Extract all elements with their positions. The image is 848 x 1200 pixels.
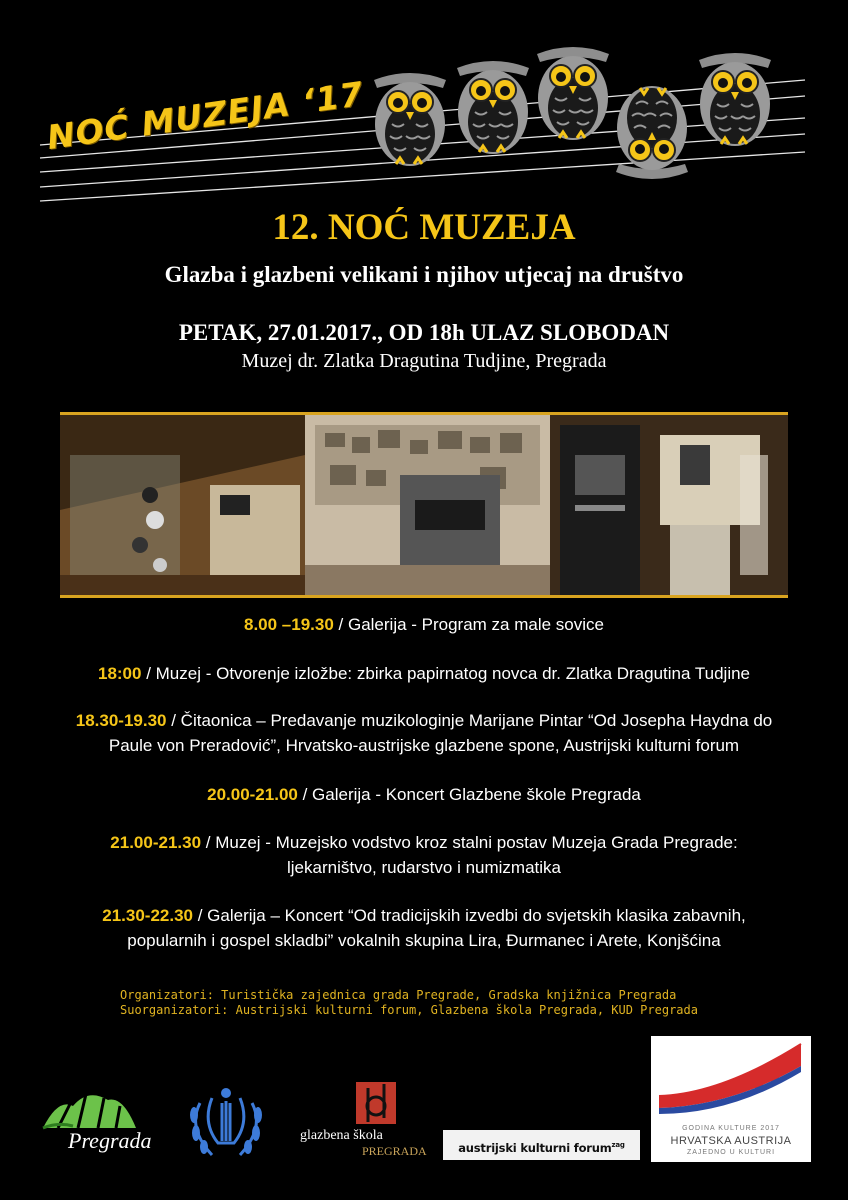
akf-text: austrijski kulturni forum (458, 1140, 612, 1155)
program-line (30, 855, 818, 880)
program-entry (30, 782, 818, 807)
program-line (30, 612, 818, 637)
venue-line: Muzej dr. Zlatka Dragutina Tudjine, Pregrada (241, 350, 607, 372)
owl-icon (699, 53, 771, 146)
program-line (30, 708, 818, 733)
program-line (30, 903, 818, 928)
program-description: Paule von Preradović”, Hrvatsko-austrijske glazbene spone, Austrijski kulturni forum (108, 736, 740, 755)
akf-superscript: zag (611, 1141, 625, 1149)
program-description: popularnih i gospel skladbi” vokalnih skupina Lira, Đurmanec i Arete, Konjšćina (127, 931, 721, 950)
program-description: ljekarništvo, rudarstvo i numizmatika (287, 858, 561, 877)
program-description: / Čitaonica – Predavanje muzikologinje Marijane Pintar “Od Josepha Haydna do (166, 711, 773, 730)
pregrada-logo-text: Pregrada (68, 1128, 152, 1153)
culture-year-logo (651, 1036, 811, 1162)
date-line: PETAK, 27.01.2017., OD 18h ULAZ SLOBODAN (178, 320, 670, 345)
austrian-cultural-forum-logo (443, 1130, 640, 1160)
pregrada-logo-icon (38, 1088, 138, 1132)
coorganizers-line: Suorganizatori: Austrijski kulturni forum, Glazbena škola Pregrada, KUD Pregrada (120, 1003, 698, 1017)
program-time: 20.00-21.00 (207, 785, 298, 804)
program-entry (30, 661, 818, 686)
program-entry (30, 708, 818, 758)
program-description: / Galerija – Koncert “Od tradicijskih izvedbi do svjetskih klasika zabavnih, (193, 906, 746, 925)
owl-icon (537, 47, 609, 140)
program-entry (30, 830, 818, 880)
page-subtitle: Glazba i glazbeni velikani i njihov utjecaj na društvo (164, 262, 684, 287)
program-time: 21.30-22.30 (102, 906, 193, 925)
museum-photo-strip (60, 412, 788, 598)
culture-year-motto: ZAJEDNO U KULTURI (686, 1149, 776, 1156)
owl-icon (457, 61, 529, 154)
program-time: 21.00-21.30 (110, 833, 202, 852)
program-description: / Galerija - Program za male sovice (333, 615, 604, 634)
music-school-name: glazbena škola (300, 1128, 383, 1143)
program-time: 18:00 (97, 664, 142, 683)
flag-wave-icon (651, 1036, 811, 1122)
page-title: 12. NOĆ MUZEJA (272, 207, 576, 248)
culture-year-countries: HRVATSKA AUSTRIJA (670, 1135, 792, 1147)
program-line (30, 928, 818, 953)
music-school-city: PREGRADA (362, 1144, 427, 1158)
owl-icon (374, 73, 446, 166)
program-description: / Galerija - Koncert Glazbene škole Pregrada (297, 785, 641, 804)
program-line (30, 661, 818, 686)
program-description: / Muzej - Otvorenje izložbe: zbirka papirnatog novca dr. Zlatka Dragutina Tudjine (141, 664, 750, 683)
program-line (30, 830, 818, 855)
event-brand: NOĆ MUZEJA ‘17 (44, 73, 367, 157)
program-description: / Muzej - Muzejsko vodstvo kroz stalni postav Muzeja Grada Pregrade: (201, 833, 738, 852)
program-entry (30, 612, 818, 637)
program-line (30, 782, 818, 807)
organizers-line: Organizatori: Turistička zajednica grada Pregrade, Gradska knjižnica Pregrada (120, 988, 677, 1002)
music-school-logo-icon (356, 1082, 396, 1124)
program-time: 18.30-19.30 (75, 711, 167, 730)
header-graphic (0, 0, 848, 210)
lyre-wreath-logo-icon (182, 1083, 270, 1161)
culture-year-label: GODINA KULTURE 2017 (682, 1125, 780, 1132)
upside-down-owl-icon (616, 86, 688, 179)
program-line (30, 733, 818, 758)
program-entry (30, 903, 818, 953)
program-time: 8.00 –19.30 (243, 615, 334, 634)
